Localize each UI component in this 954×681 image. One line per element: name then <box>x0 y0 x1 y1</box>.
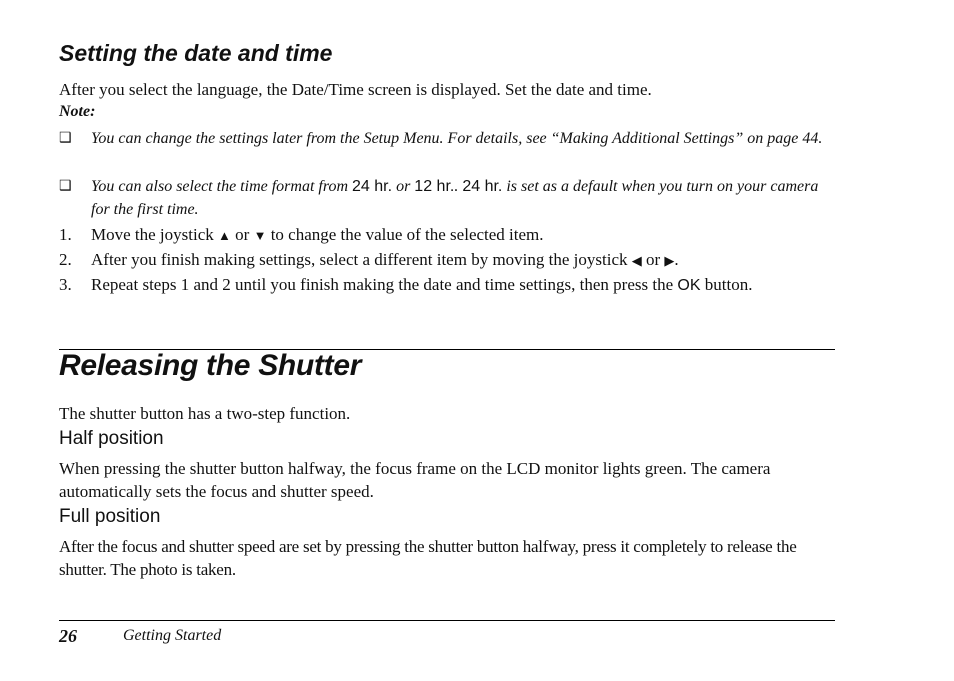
footer-divider <box>59 620 835 621</box>
chapter-title: Getting Started <box>123 627 222 644</box>
page-number: 26 <box>59 626 77 646</box>
step-item <box>59 248 839 272</box>
checkbox-bullet-icon: ❑ <box>59 179 72 194</box>
subheading-full-position: Full position <box>59 506 161 527</box>
section-heading-shutter: Releasing the Shutter <box>59 349 362 382</box>
time-format-default: 24 hr. <box>462 178 503 195</box>
subheading-half-position: Half position <box>59 428 164 449</box>
checkbox-bullet-icon: ❑ <box>59 131 72 146</box>
note-label: Note: <box>59 103 96 120</box>
time-format-24: 24 hr. <box>352 178 393 195</box>
date-time-intro: After you select the language, the Date/Time screen is displayed. Set the date and time. <box>59 80 652 99</box>
joystick-left-icon: ◀ <box>631 253 642 268</box>
step-number: 3. <box>59 275 72 294</box>
step-text: Repeat steps 1 and 2 until you finish making the date and time settings, then press the OK button. <box>91 275 753 294</box>
section-heading-date-time: Setting the date and time <box>59 40 333 66</box>
note-text: You can change the settings later from the Setup Menu. For details, see “Making Additional Settings” on page 44. <box>91 130 823 147</box>
step-text: Move the joystick ▲ or ▼ to change the value of the selected item. <box>91 225 544 244</box>
joystick-down-icon: ▼ <box>253 228 267 243</box>
step-number: 1. <box>59 225 72 244</box>
step-item <box>59 223 839 247</box>
step-text: After you finish making settings, select a different item by moving the joystick ◀ or ▶. <box>91 250 679 269</box>
half-position-text: When pressing the shutter button halfway, the focus frame on the LCD monitor lights green. The camera automatically sets the focus and shutter speed. <box>59 459 771 501</box>
shutter-intro: The shutter button has a two-step function. <box>59 404 351 423</box>
note-text: You can also select the time format from 24 hr. or 12 hr.. 24 hr. is set as a default when you turn on your camera for the first time. <box>91 178 819 218</box>
step-item <box>59 273 839 297</box>
step-number: 2. <box>59 250 72 269</box>
joystick-up-icon: ▲ <box>218 228 231 243</box>
note-item <box>59 175 839 221</box>
time-format-12: 12 hr. <box>414 178 455 195</box>
ok-button-label: OK <box>677 277 701 294</box>
full-position-text: After the focus and shutter speed are set by pressing the shutter button halfway, press it completely to release the shutter. The photo is taken. <box>59 537 797 579</box>
note-item <box>59 127 839 150</box>
joystick-right-icon: ▶ <box>664 253 675 268</box>
